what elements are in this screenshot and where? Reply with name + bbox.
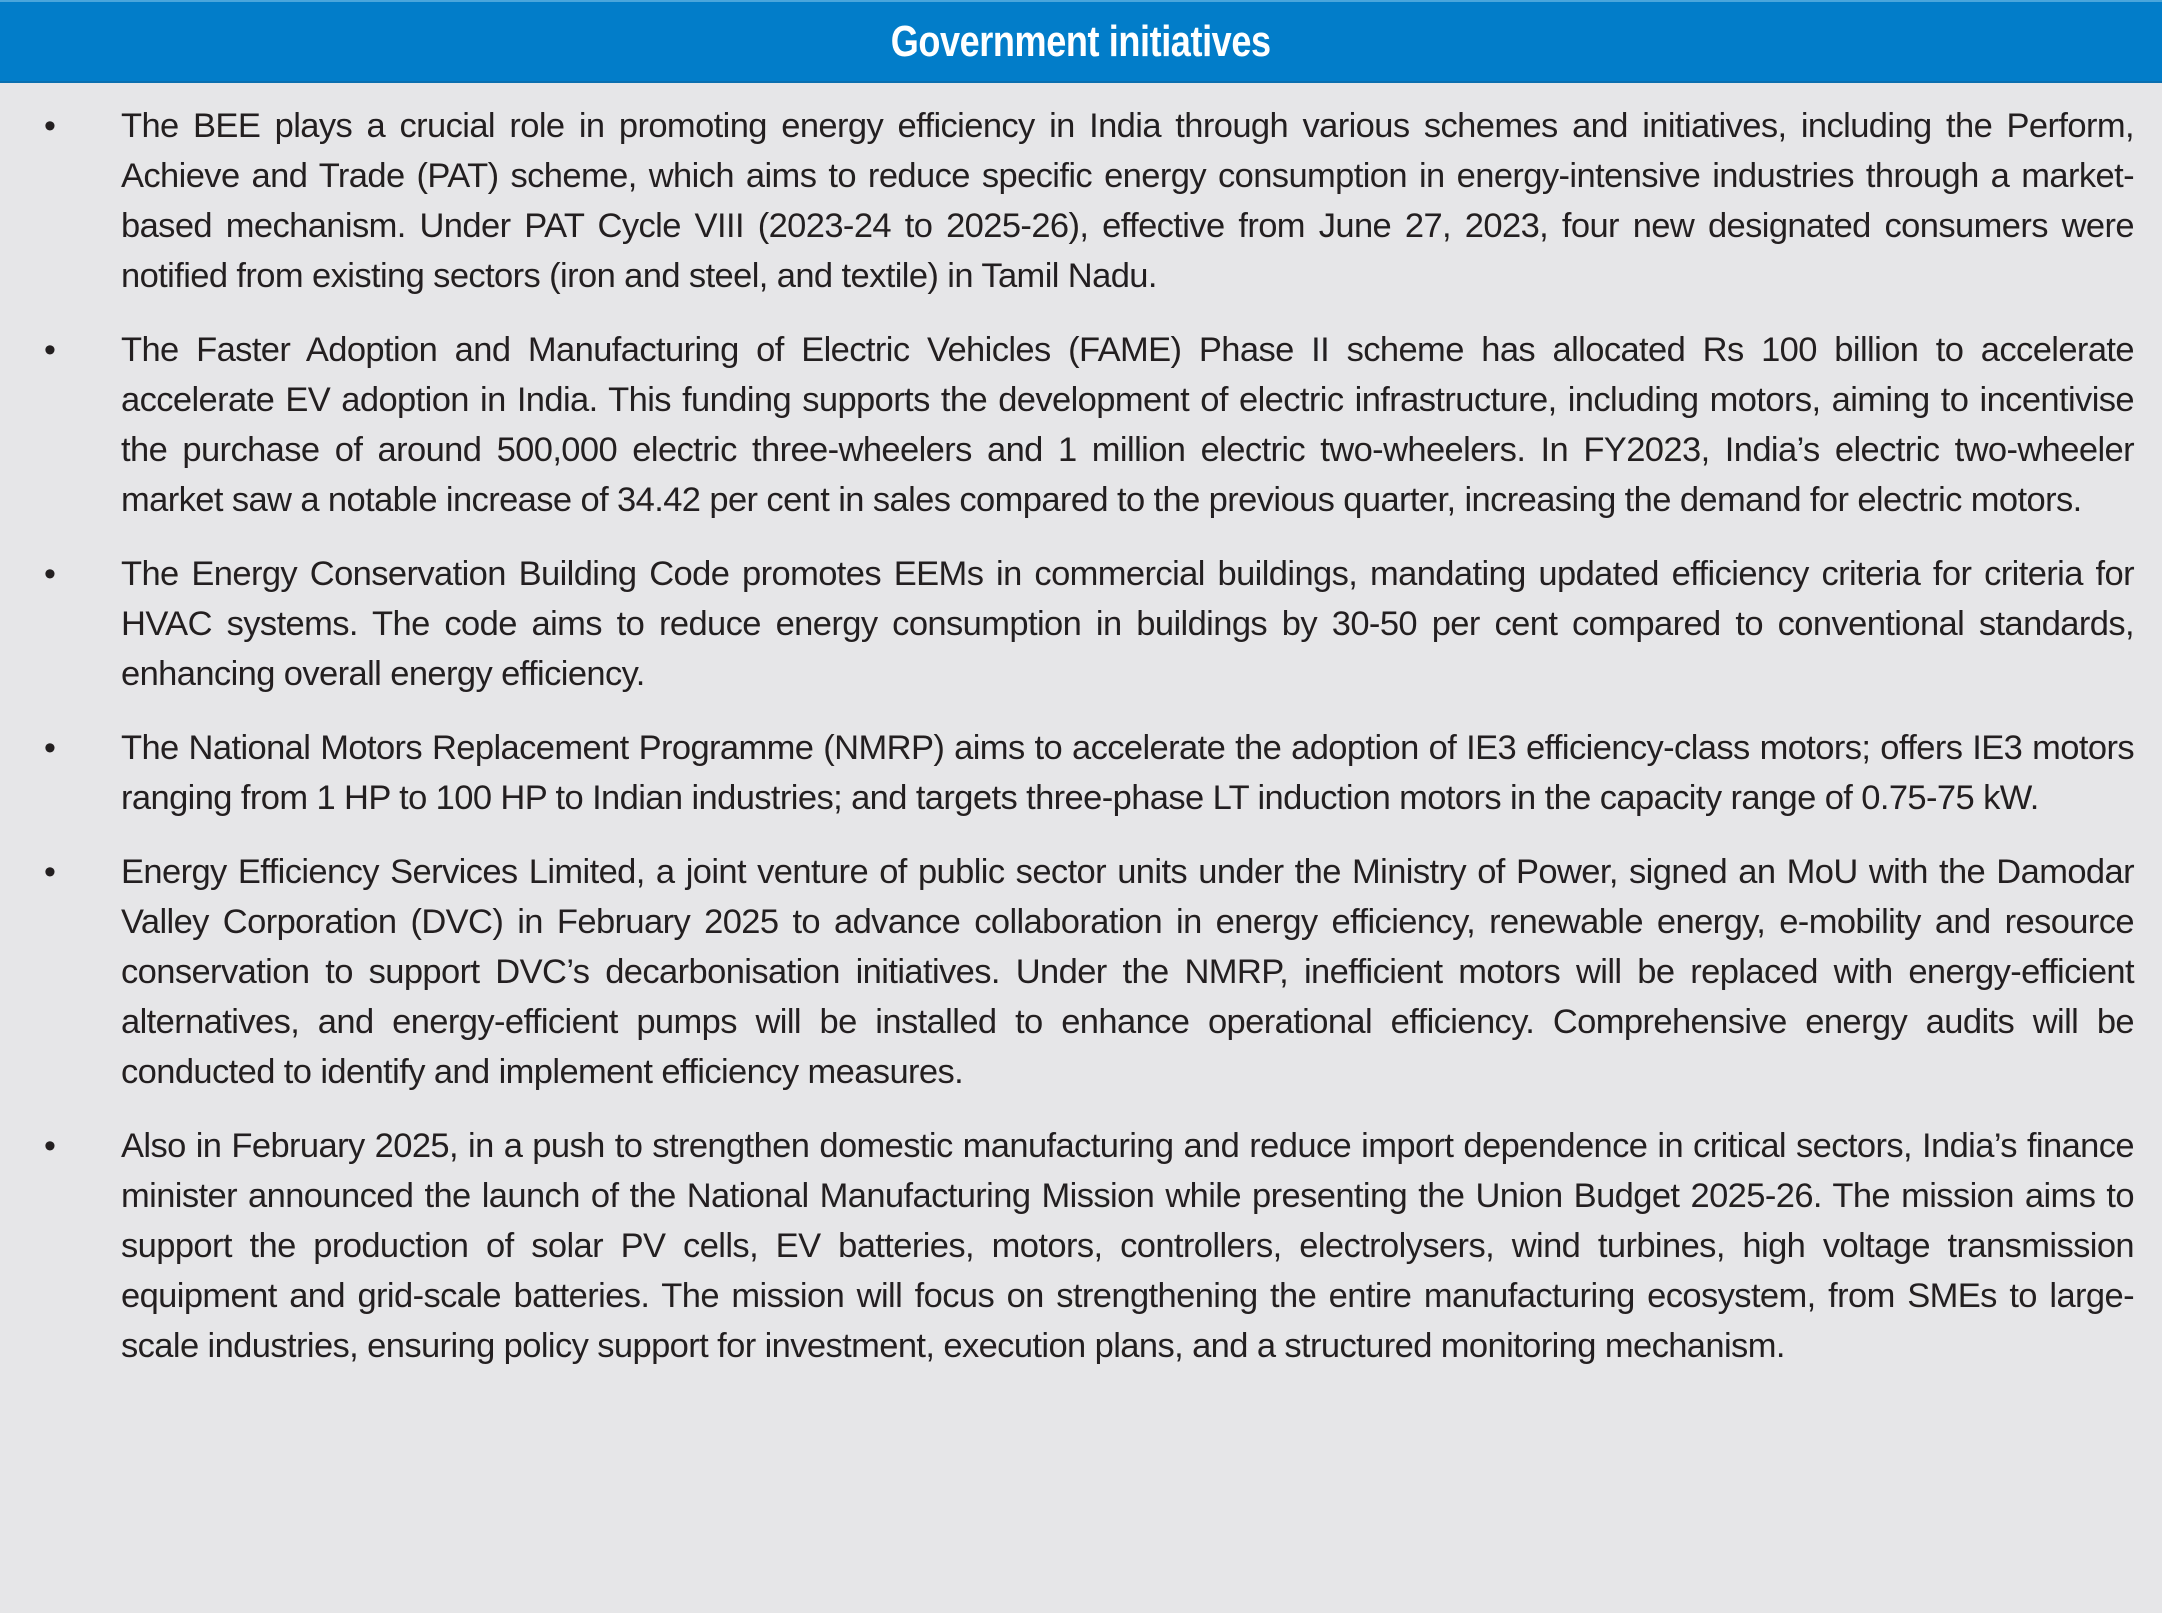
list-item-text: The Faster Adoption and Manufacturing of Electric Vehicles (FAME) Phase II scheme has allocated Rs 100 billion to accelerate accelerate EV adoption in India. This funding supports the development of electric infrastructure, including motors, aiming to incentivise the purchase of around 500,000 electric three-wheelers and 1 million electric two-wheelers. In FY2023, India’s electric two-wheeler market saw a notable increase of 34.42 per cent in sales compared to the previous quarter, increasing the demand for electric motors. (121, 331, 2134, 519)
panel-header (0, 0, 2162, 83)
list-item-text: Energy Efficiency Services Limited, a joint venture of public sector units under the Ministry of Power, signed an MoU with the Damodar Valley Corporation (DVC) in February 2025 to advance collaboration in energy efficiency, renewable energy, e-mobility and resource conservation to support DVC’s decarbonisation initiatives. Under the NMRP, inefficient motors will be replaced with energy-efficient alternatives, and energy-efficient pumps will be installed to enhance operational efficiency. Comprehensive energy audits will be conducted to identify and implement efficiency measures. (121, 853, 2134, 1091)
list-item (0, 723, 2162, 823)
bullet-icon: • (44, 853, 56, 891)
list-item-text: The BEE plays a crucial role in promoting energy efficiency in India through various schemes and initiatives, including the Perform, Achieve and Trade (PAT) scheme, which aims to reduce specific energy consumption in energy-intensive industries through a market-based mechanism. Under PAT Cycle VIII (2023-24 to 2025-26), effective from June 27, 2023, four new designated consumers were notified from existing sectors (iron and steel, and textile) in Tamil Nadu. (121, 107, 2134, 295)
panel-title: Government initiatives (891, 16, 1271, 66)
bullet-icon: • (44, 1127, 56, 1165)
list-item (0, 549, 2162, 699)
list-item (0, 101, 2162, 301)
initiatives-list (0, 83, 2162, 1371)
bullet-icon: • (44, 555, 56, 593)
list-item-text: Also in February 2025, in a push to strengthen domestic manufacturing and reduce import dependence in critical sectors, India’s finance minister announced the launch of the National Manufacturing Mission while presenting the Union Budget 2025-26. The mission aims to support the production of solar PV cells, EV batteries, motors, controllers, electrolysers, wind turbines, high voltage transmission equipment and grid-scale batteries. The mission will focus on strengthening the entire manufacturing ecosystem, from SMEs to large-scale industries, ensuring policy support for investment, execution plans, and a structured monitoring mechanism. (121, 1127, 2134, 1365)
bullet-icon: • (44, 107, 56, 145)
list-item-text: The Energy Conservation Building Code promotes EEMs in commercial buildings, mandating updated efficiency criteria for criteria for HVAC systems. The code aims to reduce energy consumption in buildings by 30-50 per cent compared to conventional standards, enhancing overall energy efficiency. (121, 555, 2134, 693)
bullet-icon: • (44, 729, 56, 767)
bullet-icon: • (44, 331, 56, 369)
list-item (0, 847, 2162, 1097)
list-item-text: The National Motors Replacement Programme (NMRP) aims to accelerate the adoption of IE3 efficiency-class motors; offers IE3 motors ranging from 1 HP to 100 HP to Indian industries; and targets three-phase LT induction motors in the capacity range of 0.75-75 kW. (121, 729, 2134, 817)
list-item (0, 1121, 2162, 1371)
list-item (0, 325, 2162, 525)
